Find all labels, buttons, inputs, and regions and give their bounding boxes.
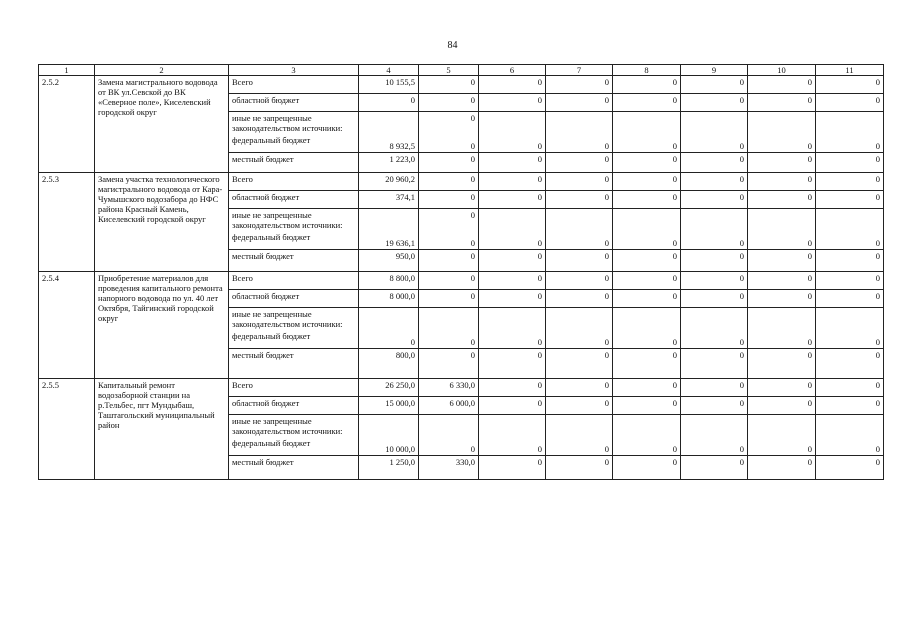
table-row — [39, 173, 884, 191]
value-cell: 0 — [419, 94, 479, 112]
value-cell — [482, 309, 542, 337]
value-cell: 0 — [672, 337, 677, 347]
table-header-row — [39, 65, 884, 76]
value-cell: 0 — [681, 191, 748, 209]
value-cell-group — [479, 308, 546, 349]
value-cell — [751, 309, 812, 337]
value-cell: 0 — [470, 113, 475, 123]
value-cell: 10 000,0 — [385, 444, 415, 454]
value-cell — [684, 113, 744, 141]
value-cell: 0 — [672, 238, 677, 248]
table-row — [39, 76, 884, 94]
value-cell: 0 — [359, 94, 419, 112]
value-cell: 0 — [537, 444, 542, 454]
other-sources-label: иные не запрещенные законодательством источники: — [232, 113, 343, 133]
value-cell: 374,1 — [359, 191, 419, 209]
value-cell: 0 — [546, 191, 613, 209]
funding-label: федеральный бюджет — [232, 331, 311, 341]
value-cell-group — [613, 308, 681, 349]
value-cell: 0 — [419, 290, 479, 308]
value-cell: 0 — [479, 379, 546, 397]
value-cell-group — [613, 415, 681, 456]
value-cell: 19 636,1 — [385, 238, 415, 248]
value-cell: 0 — [546, 456, 613, 480]
value-cell: 0 — [875, 141, 880, 151]
header-cell: 8 — [613, 65, 681, 76]
value-cell: 0 — [816, 290, 884, 308]
value-cell: 0 — [419, 272, 479, 290]
value-cell: 0 — [604, 238, 609, 248]
value-cell: 6 330,0 — [419, 379, 479, 397]
value-cell — [751, 210, 812, 238]
header-cell: 5 — [419, 65, 479, 76]
value-cell: 0 — [672, 444, 677, 454]
value-cell: 0 — [479, 191, 546, 209]
value-cell: 0 — [537, 238, 542, 248]
value-cell: 0 — [816, 76, 884, 94]
value-cell: 0 — [816, 250, 884, 272]
funding-label: местный бюджет — [229, 349, 359, 379]
value-cell: 0 — [419, 191, 479, 209]
value-cell-group — [748, 415, 816, 456]
value-cell: 0 — [816, 173, 884, 191]
value-cell: 0 — [546, 250, 613, 272]
funding-label: Всего — [229, 272, 359, 290]
value-cell: 950,0 — [359, 250, 419, 272]
funding-label: областной бюджет — [229, 290, 359, 308]
value-cell: 0 — [816, 456, 884, 480]
value-cell — [684, 309, 744, 337]
value-cell: 0 — [479, 173, 546, 191]
value-cell-group — [613, 112, 681, 153]
value-cell: 0 — [807, 337, 812, 347]
value-cell: 0 — [613, 456, 681, 480]
value-cell: 8 800,0 — [359, 272, 419, 290]
value-cell: 0 — [681, 76, 748, 94]
header-cell: 2 — [95, 65, 229, 76]
value-cell-group — [681, 209, 748, 250]
value-cell-group — [419, 308, 479, 349]
value-cell: 0 — [546, 153, 613, 173]
value-cell — [422, 309, 475, 337]
other-sources-label: иные не запрещенные законодательством источники: — [232, 309, 343, 329]
value-cell: 0 — [816, 379, 884, 397]
value-cell-group — [816, 308, 884, 349]
value-cell: 0 — [613, 94, 681, 112]
value-cell: 0 — [470, 210, 475, 220]
item-name: Капитальный ремонт водозаборной станции на р.Тельбес, пгт Мундыбаш, Таштагольский муниципальный район — [95, 379, 229, 480]
value-cell: 0 — [613, 290, 681, 308]
value-cell: 0 — [546, 397, 613, 415]
funding-label-group — [229, 209, 359, 250]
value-cell: 6 000,0 — [419, 397, 479, 415]
value-cell: 0 — [748, 349, 816, 379]
value-cell: 0 — [739, 141, 744, 151]
item-code: 2.5.2 — [39, 76, 95, 173]
value-cell — [362, 210, 415, 238]
value-cell — [616, 309, 677, 337]
funding-label-group — [229, 308, 359, 349]
value-cell: 0 — [546, 379, 613, 397]
value-cell — [616, 416, 677, 444]
value-cell: 0 — [681, 349, 748, 379]
header-cell: 4 — [359, 65, 419, 76]
item-code: 2.5.4 — [39, 272, 95, 379]
value-cell-group — [359, 112, 419, 153]
value-cell: 0 — [681, 397, 748, 415]
item-code: 2.5.3 — [39, 173, 95, 272]
value-cell: 0 — [681, 173, 748, 191]
value-cell — [362, 309, 415, 337]
value-cell-group — [419, 209, 479, 250]
value-cell-group — [816, 112, 884, 153]
value-cell — [422, 416, 475, 444]
value-cell: 0 — [479, 76, 546, 94]
value-cell: 0 — [681, 456, 748, 480]
value-cell: 0 — [604, 444, 609, 454]
value-cell: 8 000,0 — [359, 290, 419, 308]
funding-label: федеральный бюджет — [232, 438, 311, 448]
value-cell: 8 932,5 — [389, 141, 415, 151]
item-name: Замена участка технологического магистрального водовода от Кара-Чумышского водозабора до НФС района Красный Камень, Киселевский городской округ — [95, 173, 229, 272]
value-cell: 800,0 — [359, 349, 419, 379]
value-cell-group — [546, 209, 613, 250]
value-cell: 0 — [875, 444, 880, 454]
value-cell-group — [546, 415, 613, 456]
value-cell: 0 — [748, 397, 816, 415]
value-cell: 0 — [613, 153, 681, 173]
value-cell-group — [479, 209, 546, 250]
value-cell — [684, 416, 744, 444]
value-cell — [616, 210, 677, 238]
value-cell-group — [359, 308, 419, 349]
value-cell — [549, 210, 609, 238]
value-cell: 0 — [546, 76, 613, 94]
item-name: Замена магистрального водовода от ВК ул.Севской до ВК «Северное поле», Киселевский городской округ — [95, 76, 229, 173]
value-cell — [549, 113, 609, 141]
header-cell: 1 — [39, 65, 95, 76]
value-cell: 0 — [419, 153, 479, 173]
value-cell-group — [419, 112, 479, 153]
page-number: 84 — [447, 40, 458, 51]
value-cell-group — [816, 209, 884, 250]
value-cell-group — [681, 308, 748, 349]
table-row — [39, 379, 884, 397]
value-cell: 0 — [537, 337, 542, 347]
funding-label: областной бюджет — [229, 94, 359, 112]
value-cell-group — [546, 308, 613, 349]
value-cell: 0 — [479, 349, 546, 379]
value-cell: 0 — [546, 349, 613, 379]
value-cell: 0 — [748, 191, 816, 209]
value-cell: 0 — [748, 379, 816, 397]
value-cell: 0 — [470, 337, 475, 347]
value-cell: 0 — [816, 153, 884, 173]
other-sources-label: иные не запрещенные законодательством источники: — [232, 210, 343, 230]
value-cell: 0 — [807, 444, 812, 454]
value-cell: 0 — [748, 94, 816, 112]
value-cell: 0 — [748, 76, 816, 94]
value-cell: 0 — [546, 173, 613, 191]
value-cell: 0 — [479, 94, 546, 112]
value-cell: 0 — [479, 397, 546, 415]
value-cell: 0 — [748, 250, 816, 272]
value-cell: 0 — [470, 238, 475, 248]
value-cell — [362, 416, 415, 444]
value-cell: 0 — [479, 290, 546, 308]
value-cell: 0 — [681, 272, 748, 290]
value-cell: 0 — [672, 141, 677, 151]
value-cell: 0 — [613, 191, 681, 209]
value-cell: 0 — [479, 272, 546, 290]
value-cell: 15 000,0 — [359, 397, 419, 415]
value-cell: 0 — [604, 141, 609, 151]
value-cell: 0 — [470, 444, 475, 454]
value-cell: 0 — [681, 290, 748, 308]
value-cell-group — [681, 112, 748, 153]
value-cell: 26 250,0 — [359, 379, 419, 397]
value-cell: 0 — [419, 173, 479, 191]
value-cell-group — [816, 415, 884, 456]
value-cell — [819, 309, 880, 337]
value-cell: 0 — [419, 250, 479, 272]
value-cell: 0 — [604, 337, 609, 347]
value-cell: 0 — [613, 250, 681, 272]
value-cell: 0 — [816, 94, 884, 112]
budget-table — [38, 64, 884, 480]
value-cell — [819, 113, 880, 141]
funding-label: местный бюджет — [229, 153, 359, 173]
value-cell: 1 250,0 — [359, 456, 419, 480]
funding-label: областной бюджет — [229, 397, 359, 415]
value-cell: 0 — [748, 272, 816, 290]
funding-label-group — [229, 112, 359, 153]
value-cell: 0 — [479, 456, 546, 480]
value-cell: 0 — [613, 76, 681, 94]
value-cell: 0 — [613, 272, 681, 290]
value-cell: 0 — [613, 397, 681, 415]
header-cell: 7 — [546, 65, 613, 76]
value-cell — [751, 416, 812, 444]
value-cell: 0 — [613, 349, 681, 379]
value-cell-group — [546, 112, 613, 153]
value-cell: 0 — [816, 397, 884, 415]
funding-label: федеральный бюджет — [232, 135, 311, 145]
funding-label: местный бюджет — [229, 250, 359, 272]
funding-label: местный бюджет — [229, 456, 359, 480]
value-cell: 0 — [739, 337, 744, 347]
funding-label: федеральный бюджет — [232, 232, 311, 242]
value-cell: 0 — [537, 141, 542, 151]
value-cell: 0 — [470, 141, 475, 151]
value-cell: 0 — [546, 272, 613, 290]
item-code: 2.5.5 — [39, 379, 95, 480]
value-cell — [362, 113, 415, 141]
value-cell-group — [613, 209, 681, 250]
value-cell: 0 — [748, 153, 816, 173]
value-cell-group — [479, 112, 546, 153]
value-cell: 0 — [681, 250, 748, 272]
value-cell: 0 — [816, 272, 884, 290]
value-cell: 0 — [546, 94, 613, 112]
value-cell: 0 — [875, 238, 880, 248]
value-cell: 0 — [739, 444, 744, 454]
table-row — [39, 272, 884, 290]
funding-label-group — [229, 415, 359, 456]
funding-label: Всего — [229, 76, 359, 94]
value-cell: 0 — [875, 337, 880, 347]
value-cell: 0 — [748, 290, 816, 308]
other-sources-label: иные не запрещенные законодательством источники: — [232, 416, 343, 436]
funding-label: Всего — [229, 173, 359, 191]
value-cell-group — [681, 415, 748, 456]
value-cell: 0 — [681, 94, 748, 112]
value-cell: 0 — [748, 173, 816, 191]
value-cell — [684, 210, 744, 238]
value-cell: 20 960,2 — [359, 173, 419, 191]
header-cell: 11 — [816, 65, 884, 76]
value-cell: 330,0 — [419, 456, 479, 480]
value-cell-group — [479, 415, 546, 456]
value-cell: 0 — [739, 238, 744, 248]
value-cell-group — [748, 209, 816, 250]
value-cell: 0 — [419, 349, 479, 379]
value-cell: 0 — [816, 191, 884, 209]
value-cell: 0 — [816, 349, 884, 379]
header-cell: 3 — [229, 65, 359, 76]
value-cell — [819, 210, 880, 238]
value-cell: 0 — [613, 379, 681, 397]
value-cell — [751, 113, 812, 141]
value-cell: 0 — [807, 238, 812, 248]
value-cell: 0 — [807, 141, 812, 151]
value-cell: 10 155,5 — [359, 76, 419, 94]
value-cell: 0 — [546, 290, 613, 308]
value-cell: 0 — [419, 76, 479, 94]
item-name: Приобретение материалов для проведения капитального ремонта напорного водовода по ул. 40 лет Октября, Тайгинский городской округ — [95, 272, 229, 379]
value-cell — [549, 416, 609, 444]
value-cell — [482, 210, 542, 238]
value-cell-group — [748, 308, 816, 349]
value-cell: 1 223,0 — [359, 153, 419, 173]
value-cell-group — [419, 415, 479, 456]
value-cell — [549, 309, 609, 337]
header-cell: 10 — [748, 65, 816, 76]
value-cell — [482, 113, 542, 141]
value-cell-group — [359, 415, 419, 456]
funding-label: Всего — [229, 379, 359, 397]
header-cell: 9 — [681, 65, 748, 76]
value-cell: 0 — [613, 173, 681, 191]
value-cell — [482, 416, 542, 444]
header-cell: 6 — [479, 65, 546, 76]
value-cell — [819, 416, 880, 444]
funding-label: областной бюджет — [229, 191, 359, 209]
value-cell: 0 — [681, 379, 748, 397]
value-cell-group — [359, 209, 419, 250]
value-cell: 0 — [410, 337, 415, 347]
value-cell: 0 — [681, 153, 748, 173]
value-cell — [616, 113, 677, 141]
value-cell: 0 — [479, 153, 546, 173]
value-cell: 0 — [748, 456, 816, 480]
value-cell-group — [748, 112, 816, 153]
value-cell: 0 — [479, 250, 546, 272]
